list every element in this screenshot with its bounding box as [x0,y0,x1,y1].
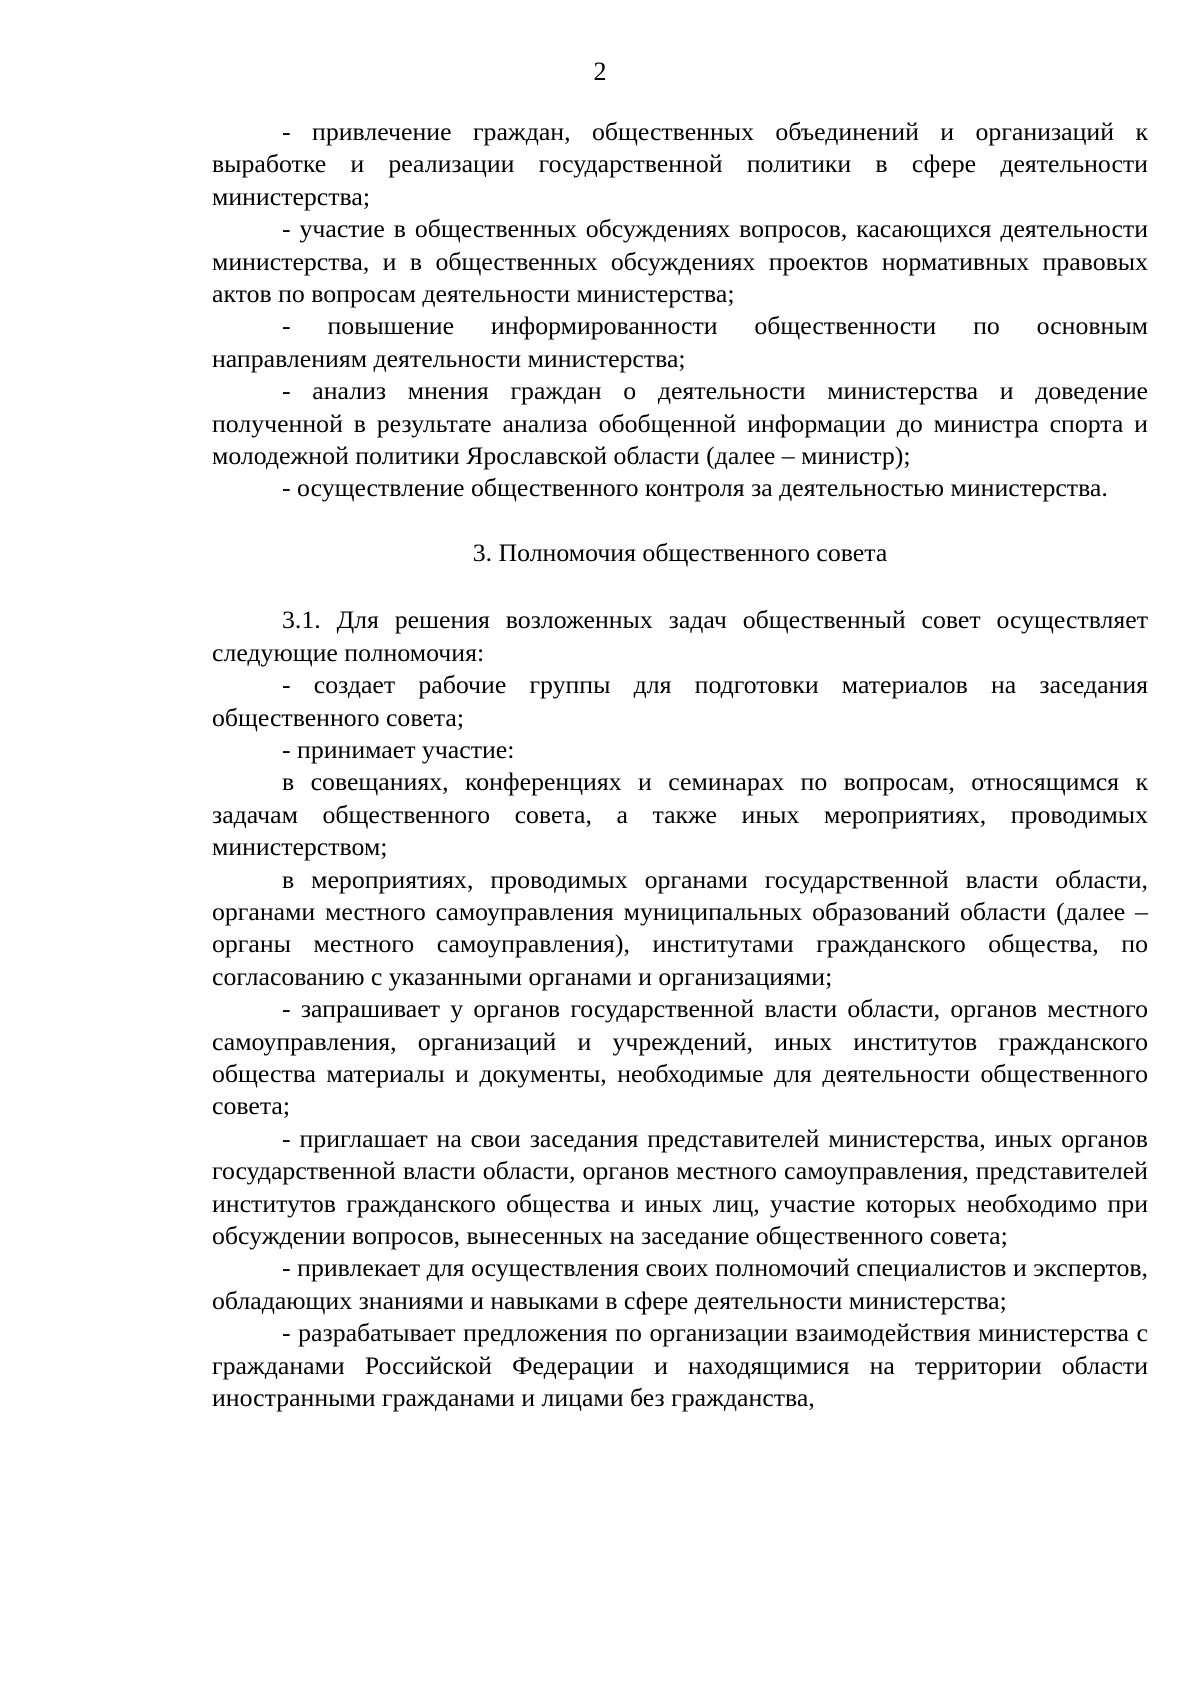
paragraph: - участие в общественных обсуждениях вопросов, касающихся деятельности министерства, и в общественных обсуждениях проектов нормативных правовых актов по вопросам деятельности министерства; [212,214,1148,309]
paragraph: - принимает участие: [282,734,515,764]
page-number: 2 [593,57,607,86]
paragraph: в совещаниях, конференциях и семинарах по вопросам, относящимся к задачам общественного совета, а также иных мероприятиях, проводимых министерством; [212,767,1148,862]
paragraph: - разрабатывает предложения по организации взаимодействия министерства с гражданами Российской Федерации и находящимися на территории области иностранными гражданами и лицами без гражданства, [212,1318,1148,1413]
paragraph: - осуществление общественного контроля за деятельностью министерства. [282,473,1108,503]
paragraph: - приглашает на свои заседания представителей министерства, иных органов государственной власти области, органов местного самоуправления, представителей институтов гражданского общества и иных лиц, участие которых необходимо при обсуждении вопросов, вынесенных на заседание общественного совета; [212,1123,1148,1250]
paragraph: - привлечение граждан, общественных объединений и организаций к выработке и реализации государственной политики в сфере деятельности министерства; [212,117,1148,211]
paragraph: - анализ мнения граждан о деятельности министерства и доведение полученной в результате анализа обобщенной информации до министра спорта и молодежной политики Ярославской области (далее – министр); [212,376,1148,471]
document-body [212,116,1148,1414]
paragraph: в мероприятиях, проводимых органами государственной власти области, органами местного самоуправления муниципальных образований области (далее – органы местного самоуправления), институтами гражданского общества, по согласованию с указанными органами и организациями; [212,864,1148,991]
paragraph: 3.1. Для решения возложенных задач общественный совет осуществляет следующие полномочия: [212,605,1148,667]
paragraph: - повышение информированности общественности по основным направлениям деятельности министерства; [212,311,1148,373]
paragraph: - привлекает для осуществления своих полномочий специалистов и экспертов, обладающих знаниями и навыками в сфере деятельности министерства; [212,1253,1148,1315]
section-heading: 3. Полномочия общественного совета [472,537,888,567]
paragraph: - создает рабочие группы для подготовки материалов на заседания общественного совета; [212,670,1148,732]
paragraph: - запрашивает у органов государственной власти области, органов местного самоуправления, организаций и учреждений, иных институтов гражданского общества материалы и документы, необходимые для деятельности общественного совета; [212,994,1148,1121]
